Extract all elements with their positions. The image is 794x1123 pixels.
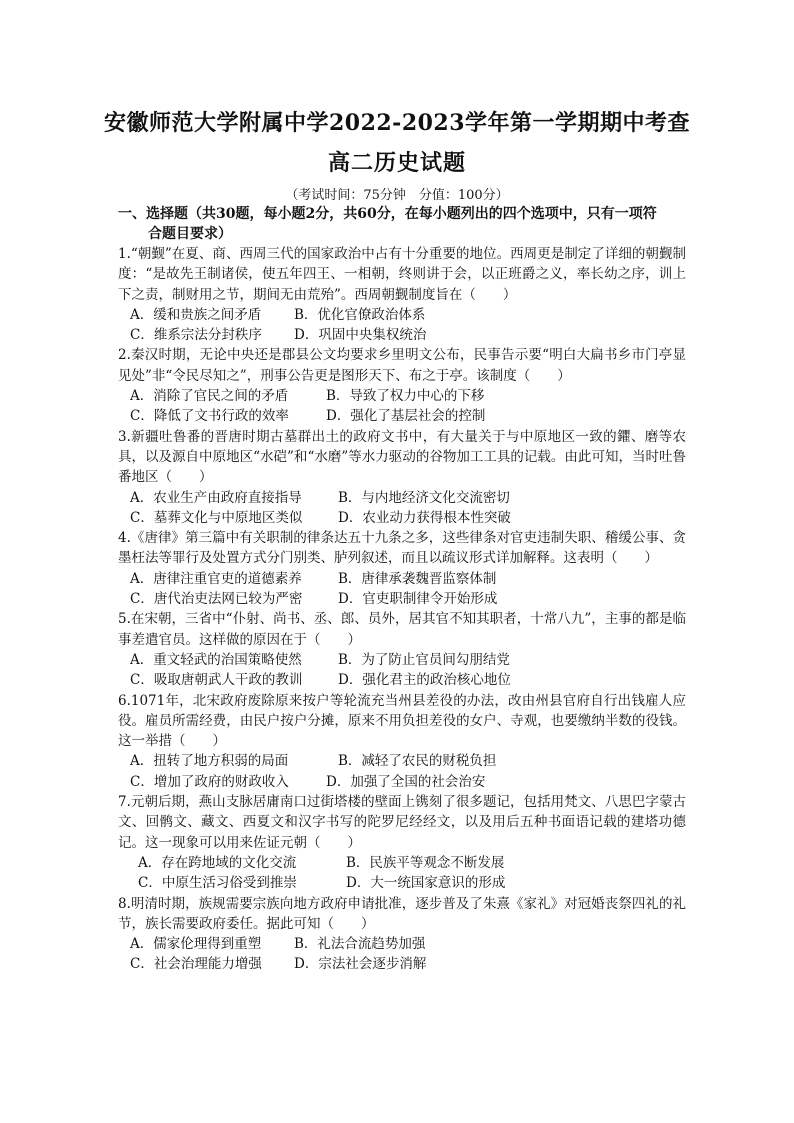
- option-b: B．为了防止官员间勾朋结党: [338, 651, 510, 668]
- options-row: [118, 569, 686, 589]
- option-c: C．中原生活习俗受到推崇: [138, 875, 297, 892]
- option-c: C．增加了政府的财政收入: [130, 773, 289, 790]
- options-row: [118, 954, 686, 974]
- exam-title: 安徽师范大学附属中学2022-2023学年第一学期期中考查: [103, 110, 691, 136]
- options-row: [118, 934, 686, 954]
- options-row: [118, 772, 686, 792]
- options-row: [118, 488, 686, 508]
- option-c: C．吸取唐朝武人干政的教训: [130, 672, 303, 689]
- option-a: A．唐律注重官吏的道德素养: [130, 570, 302, 587]
- options-row: [118, 305, 686, 325]
- options-row: [118, 853, 686, 873]
- question-6: 6.1071年，北宋政府废除原来按户等轮流充当州县差役的办法，改由州县官府自行出钱雇人应役。雇员所需经费，由民户按户分摊，原来不用负担差役的女户、寺观，也要缴纳半数的役钱。这一举措（ ）: [118, 692, 686, 750]
- exam-subtitle: 高二历史试题: [327, 150, 466, 176]
- options-row: [118, 873, 686, 893]
- option-b: B．民族平等观念不断发展: [346, 854, 505, 871]
- option-c: C．维系宗法分封秩序: [130, 327, 262, 344]
- option-d: D．大一统国家意识的形成: [346, 875, 506, 892]
- option-d: D．农业动力获得根本性突破: [338, 509, 511, 526]
- section-heading-line1: 一、选择题（共30题，每小题2分，共60分，在每小题列出的四个选项中，只有一项符: [118, 206, 657, 222]
- options-row: [118, 589, 686, 609]
- option-c: C．降低了文书行政的效率: [130, 408, 289, 425]
- exam-meta: （考试时间：75分钟 分值：100分）: [285, 188, 509, 203]
- question-4: 4.《唐律》第三篇中有关职制的律条达五十九条之多，这些律条对官吏违制失职、稽缓公事、贪墨枉法等罪行及处置方式分门别类、胪列叙述，而且以疏议形式详加解释。这表明（ ）: [118, 530, 686, 567]
- option-a: A．扭转了地方积弱的局面: [130, 753, 289, 770]
- options-row: [118, 670, 686, 690]
- option-b: B．减轻了农民的财税负担: [338, 753, 497, 770]
- option-c: C．墓葬文化与中原地区类似: [130, 509, 303, 526]
- option-a: A．农业生产由政府直接指导: [130, 489, 302, 506]
- option-a: A．儒家伦理得到重塑: [130, 936, 262, 953]
- options-row: [118, 508, 686, 528]
- question-5: 5.在宋朝，三省中“仆射、尚书、丞、郎、员外，居其官不知其职者，十常八九”，主事的都是临事差遣官员。这样做的原因在于（ ）: [118, 611, 686, 648]
- question-3: 3.新疆吐鲁番的晋唐时期古墓群出土的政府文书中，有大量关于与中原地区一致的鑺、磨等农具，以及源自中原地区“水硙”和“水磨”等水力驱动的谷物加工工具的记载。由此可知，当时吐鲁番地区（ ）: [118, 428, 686, 486]
- option-b: B．导致了权力中心的下移: [326, 388, 485, 405]
- options-row: [118, 386, 686, 406]
- option-b: B．优化官僚政治体系: [294, 306, 426, 323]
- question-1: 1.“朝觐”在夏、商、西周三代的国家政治中占有十分重要的地位。西周更是制定了详细的朝觐制度：“是故先王制诸侯，使五年四王、一相朝，终则讲于会，以正班爵之义，率长幼之序，训上下之责，制财用之节，期间无由荒殆”。西周朝觐制度旨在（ ）: [118, 246, 686, 303]
- option-c: C．唐代治吏法网已较为严密: [130, 591, 303, 608]
- options-row: [118, 325, 686, 345]
- option-a: A．缓和贵族之间矛盾: [130, 306, 262, 323]
- option-d: D．宗法社会逐步消解: [294, 956, 427, 973]
- option-b: B．与内地经济文化交流密切: [338, 489, 510, 506]
- option-a: A．存在跨地域的文化交流: [138, 854, 297, 871]
- option-a: A．消除了官民之间的矛盾: [130, 388, 289, 405]
- section-heading: [118, 204, 686, 244]
- question-2: 2.秦汉时期，无论中央还是郡县公文均要求乡里明文公布，民事告示要“明白大扁书乡市门亭显见处”非“令民尽知之”，刑事公告更是图形天下、布之于亭。该制度（ ）: [118, 347, 686, 384]
- options-row: [118, 650, 686, 670]
- option-d: D．巩固中央集权统治: [294, 327, 427, 344]
- question-7: 7.元朝后期，燕山支脉居庸南口过街塔楼的壁面上镌刻了很多题记，包括用梵文、八思巴字蒙古文、回鹘文、藏文、西夏文和汉字书写的陀罗尼经经文，以及用后五种书面语记载的建塔功德记。这一现象可以用来佐证元朝（ ）: [118, 794, 686, 851]
- option-b: B．唐律承袭魏晋监察体制: [338, 570, 497, 587]
- option-d: D．加强了全国的社会治安: [326, 773, 486, 790]
- exam-content: [118, 204, 686, 975]
- option-b: B．礼法合流趋势加强: [294, 936, 426, 953]
- option-c: C．社会治理能力增强: [130, 956, 262, 973]
- option-d: D．强化了基层社会的控制: [326, 408, 486, 425]
- option-d: D．官吏职制律令开始形成: [338, 591, 498, 608]
- option-a: A．重文轻武的治国策略使然: [130, 651, 302, 668]
- question-8: 8.明清时期，族规需要宗族向地方政府申请批准，逐步普及了朱熹《家礼》对冠婚丧祭四礼的礼节，族长需要政府委任。据此可知（ ）: [118, 895, 686, 932]
- option-d: D．强化君主的政治核心地位: [338, 672, 511, 689]
- options-row: [118, 406, 686, 426]
- options-row: [118, 751, 686, 771]
- section-heading-line2: 合题目要求）: [148, 226, 232, 242]
